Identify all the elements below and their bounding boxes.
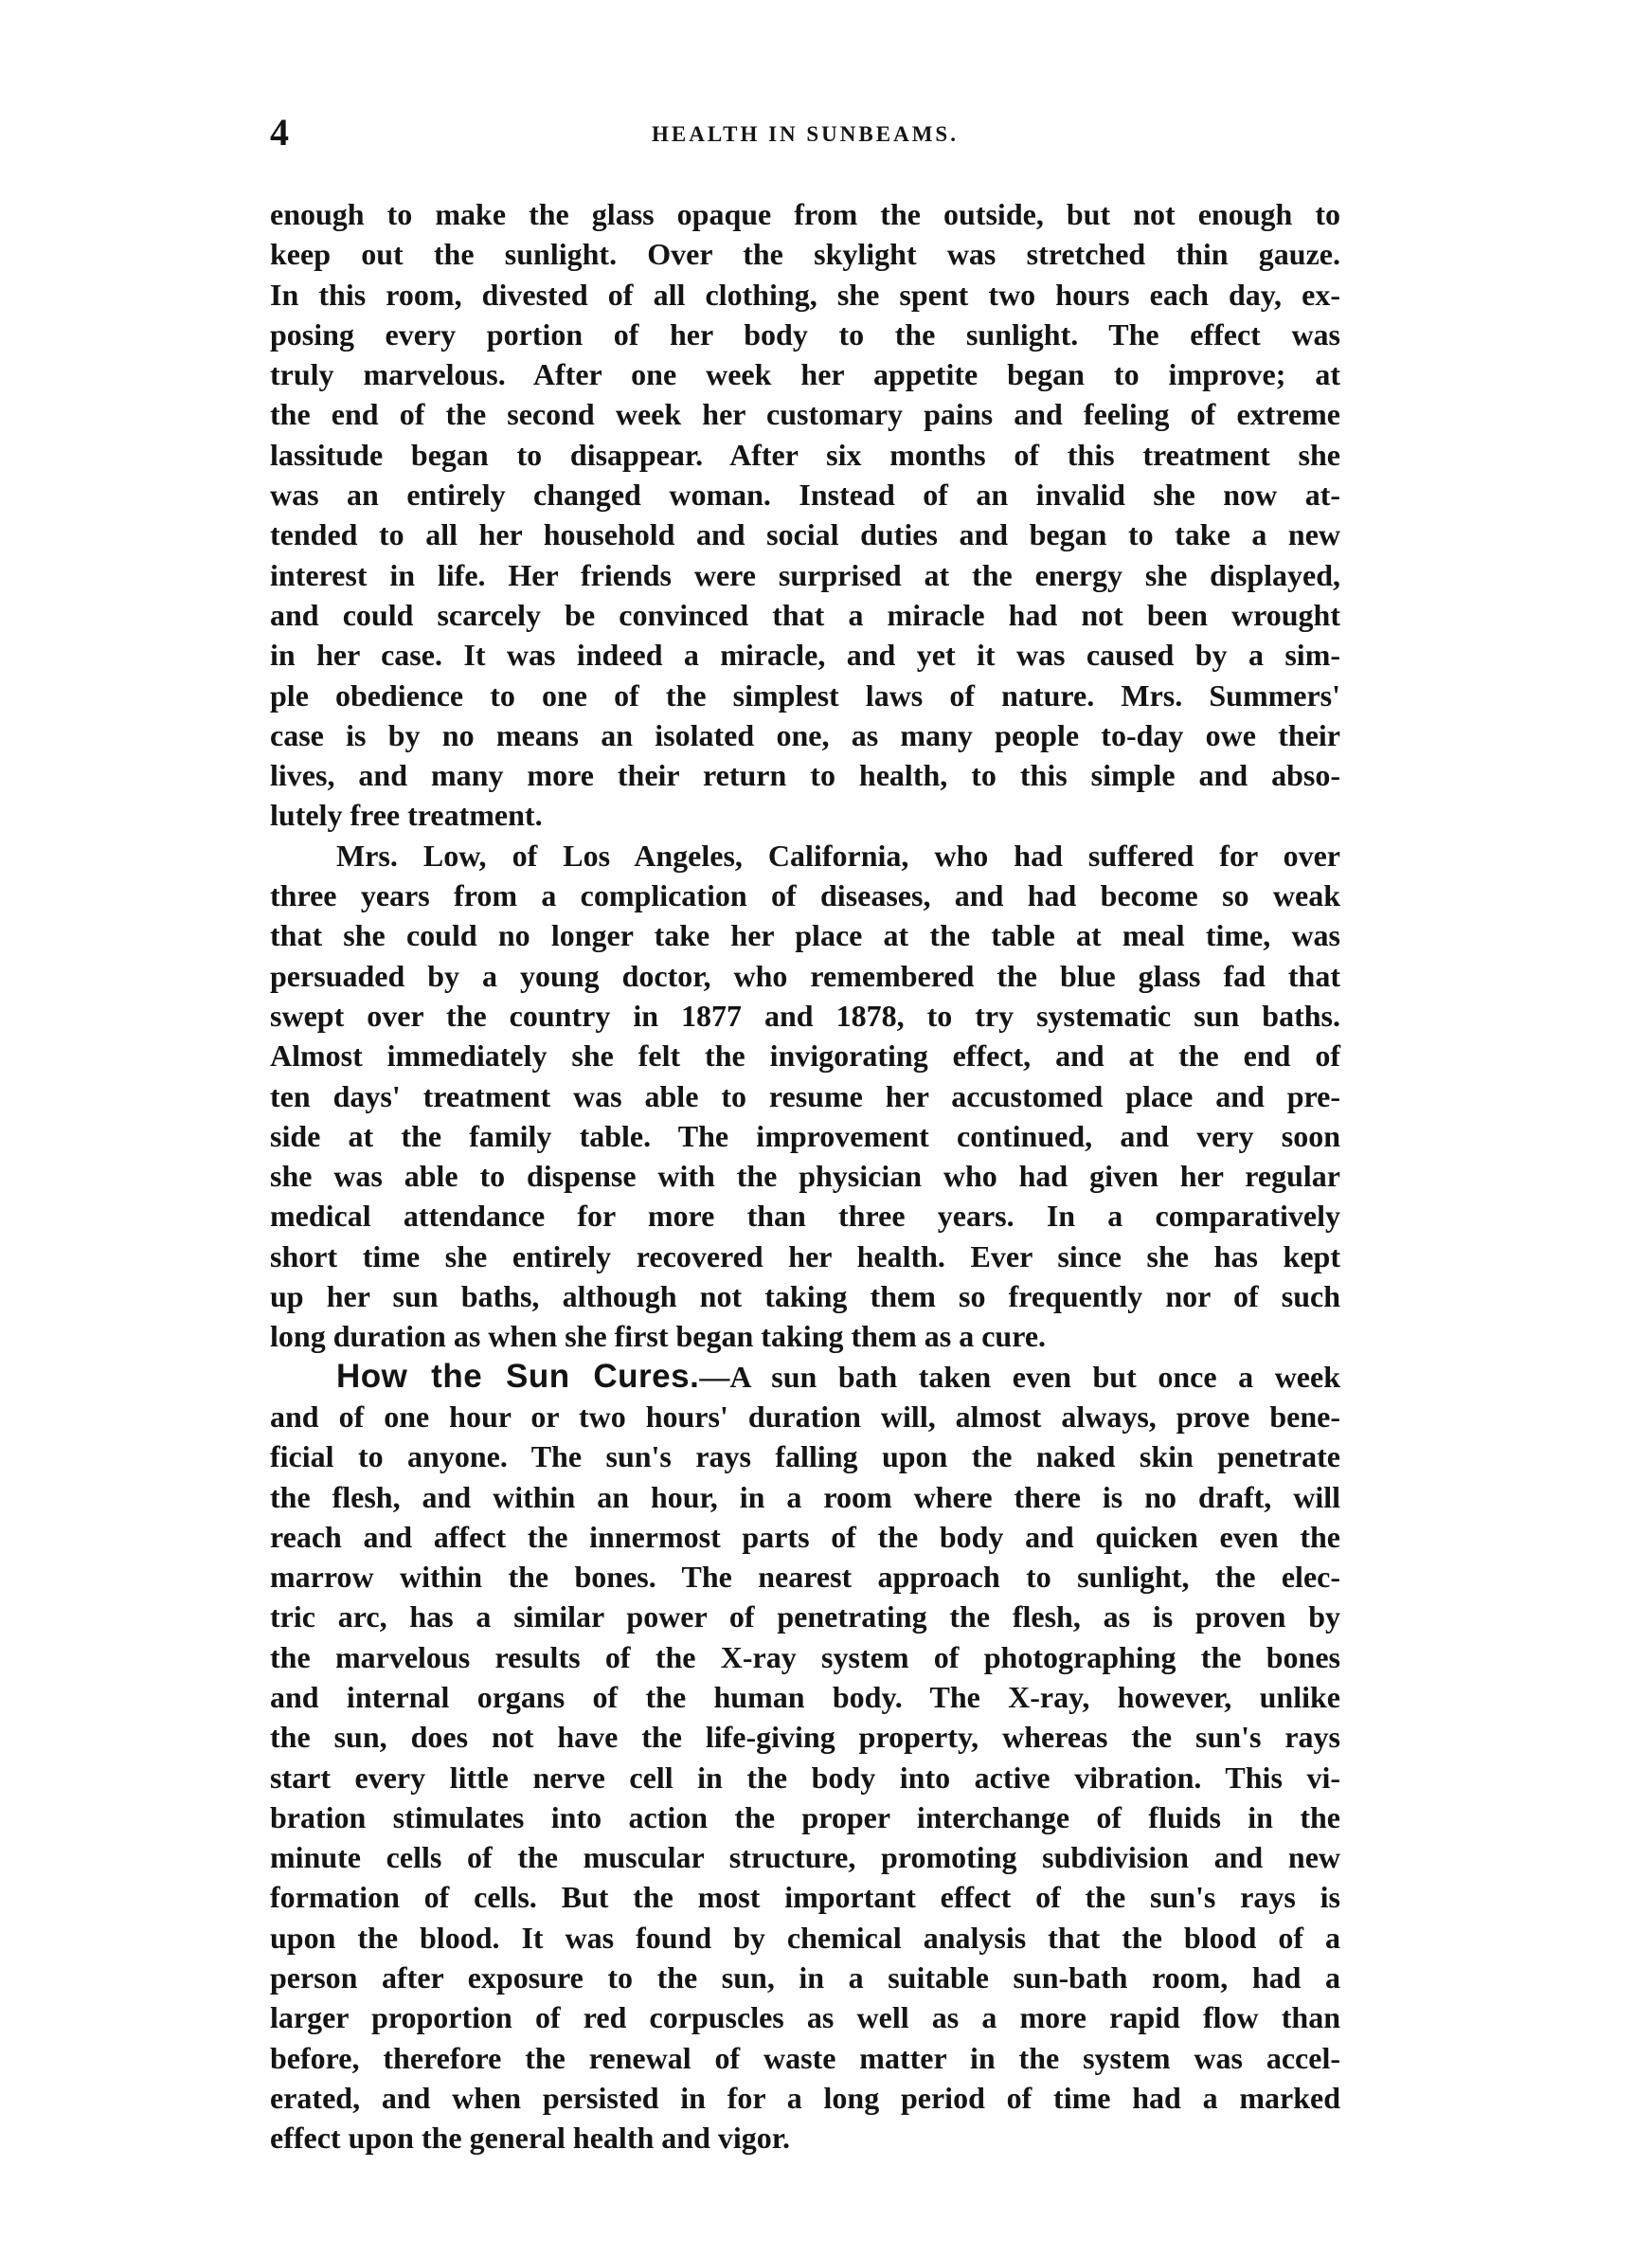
text-line: that she could no longer take her place at the table at meal time, was: [270, 918, 1340, 953]
text-line: persuaded by a young doctor, who remembered the blue glass fad that: [270, 958, 1340, 993]
text-line: keep out the sunlight. Over the skylight was stretched thin gauze.: [270, 237, 1340, 272]
text-line: and could scarcely be convinced that a miracle had not been wrought: [270, 597, 1340, 632]
section-heading: How the Sun Cures.: [336, 1357, 700, 1395]
text-line: the marvelous results of the X-ray system of photographing the bones: [270, 1639, 1340, 1674]
text-line: ficial to anyone. The sun's rays falling upon the naked skin penetrate: [270, 1439, 1340, 1474]
paragraph-3: [270, 1357, 1340, 2158]
text-line: minute cells of the muscular structure, promoting subdivision and new: [270, 1840, 1340, 1875]
page-number: 4: [270, 111, 289, 153]
paragraph-2: [270, 836, 1340, 1357]
text-line: before, therefore the renewal of waste matter in the system was accel-: [270, 2040, 1340, 2075]
page-header: [270, 111, 1340, 153]
text-line: bration stimulates into action the proper interchange of fluids in the: [270, 1799, 1340, 1834]
text-line: tended to all her household and social duties and began to take a new: [270, 517, 1340, 552]
text-line: the flesh, and within an hour, in a room where there is no draft, will: [270, 1479, 1340, 1514]
running-title: HEALTH IN SUNBEAMS.: [652, 122, 959, 146]
text-line: and of one hour or two hours' duration will, almost always, prove bene-: [270, 1399, 1340, 1434]
text-line: person after exposure to the sun, in a suitable sun-bath room, had a: [270, 1960, 1340, 1995]
text-line: Mrs. Low, of Los Angeles, California, who had suffered for over: [336, 838, 1340, 873]
text-line: upon the blood. It was found by chemical analysis that the blood of a: [270, 1920, 1340, 1955]
text-line: marrow within the bones. The nearest approach to sunlight, the elec-: [270, 1560, 1340, 1595]
text-line: in her case. It was indeed a miracle, and yet it was caused by a sim-: [270, 638, 1340, 673]
text-line: lives, and many more their return to health, to this simple and abso-: [270, 758, 1340, 793]
text-line: lassitude began to disappear. After six months of this treatment she: [270, 437, 1340, 472]
text-line: long duration as when she first began taking them as a cure.: [270, 1319, 1047, 1354]
text-line: larger proportion of red corpuscles as well as a more rapid flow than: [270, 2000, 1340, 2035]
text-line: three years from a complication of diseases, and had become so weak: [270, 878, 1340, 913]
text-line: formation of cells. But the most important effect of the sun's rays is: [270, 1880, 1340, 1915]
text-line: swept over the country in 1877 and 1878, to try systematic sun baths.: [270, 998, 1340, 1033]
text-line: ple obedience to one of the simplest laws of nature. Mrs. Summers': [270, 677, 1340, 713]
text-line: reach and affect the innermost parts of the body and quicken even the: [270, 1519, 1340, 1554]
text-line: start every little nerve cell in the body into active vibration. This vi-: [270, 1760, 1340, 1795]
text-line: she was able to dispense with the physician who had given her regular: [270, 1159, 1340, 1194]
text-line: and internal organs of the human body. The X-ray, however, unlike: [270, 1679, 1340, 1714]
text-line: posing every portion of her body to the sunlight. The effect was: [270, 316, 1340, 352]
text-line: the end of the second week her customary pains and feeling of extreme: [270, 397, 1340, 432]
text-line: interest in life. Her friends were surprised at the energy she displayed,: [270, 557, 1340, 592]
text-line: short time she entirely recovered her health. Ever since she has kept: [270, 1238, 1340, 1273]
text-line: Almost immediately she felt the invigorating effect, and at the end of: [270, 1038, 1340, 1074]
text-line: enough to make the glass opaque from the outside, but not enough to: [270, 197, 1340, 231]
text-line: was an entirely changed woman. Instead of an invalid she now at-: [270, 478, 1340, 513]
text-line: case is by no means an isolated one, as many people to-day owe their: [270, 717, 1340, 752]
text-line: up her sun baths, although not taking them so frequently nor of such: [270, 1279, 1340, 1314]
text-line: medical attendance for more than three years. In a comparatively: [270, 1199, 1340, 1234]
text-line: In this room, divested of all clothing, she spent two hours each day, ex-: [270, 277, 1340, 312]
text-line: erated, and when persisted in for a long period of time had a marked: [270, 2080, 1340, 2115]
text-line: ten days' treatment was able to resume her accustomed place and pre-: [270, 1078, 1340, 1113]
text-line: [270, 1357, 1340, 1397]
text-line: tric arc, has a similar power of penetrating the flesh, as is proven by: [270, 1599, 1340, 1634]
paragraph-1: [270, 194, 1340, 836]
text-line: side at the family table. The improvement continued, and very soon: [270, 1118, 1340, 1153]
body-text: [270, 194, 1340, 2158]
text-line: the sun, does not have the life-giving property, whereas the sun's rays: [270, 1720, 1340, 1755]
text-line: truly marvelous. After one week her appetite began to improve; at: [270, 357, 1340, 392]
text-line: effect upon the general health and vigor.: [270, 2121, 791, 2156]
text-line: lutely free treatment.: [270, 798, 543, 833]
heading-line-rest: —A sun bath taken even but once a week: [699, 1359, 1341, 1394]
